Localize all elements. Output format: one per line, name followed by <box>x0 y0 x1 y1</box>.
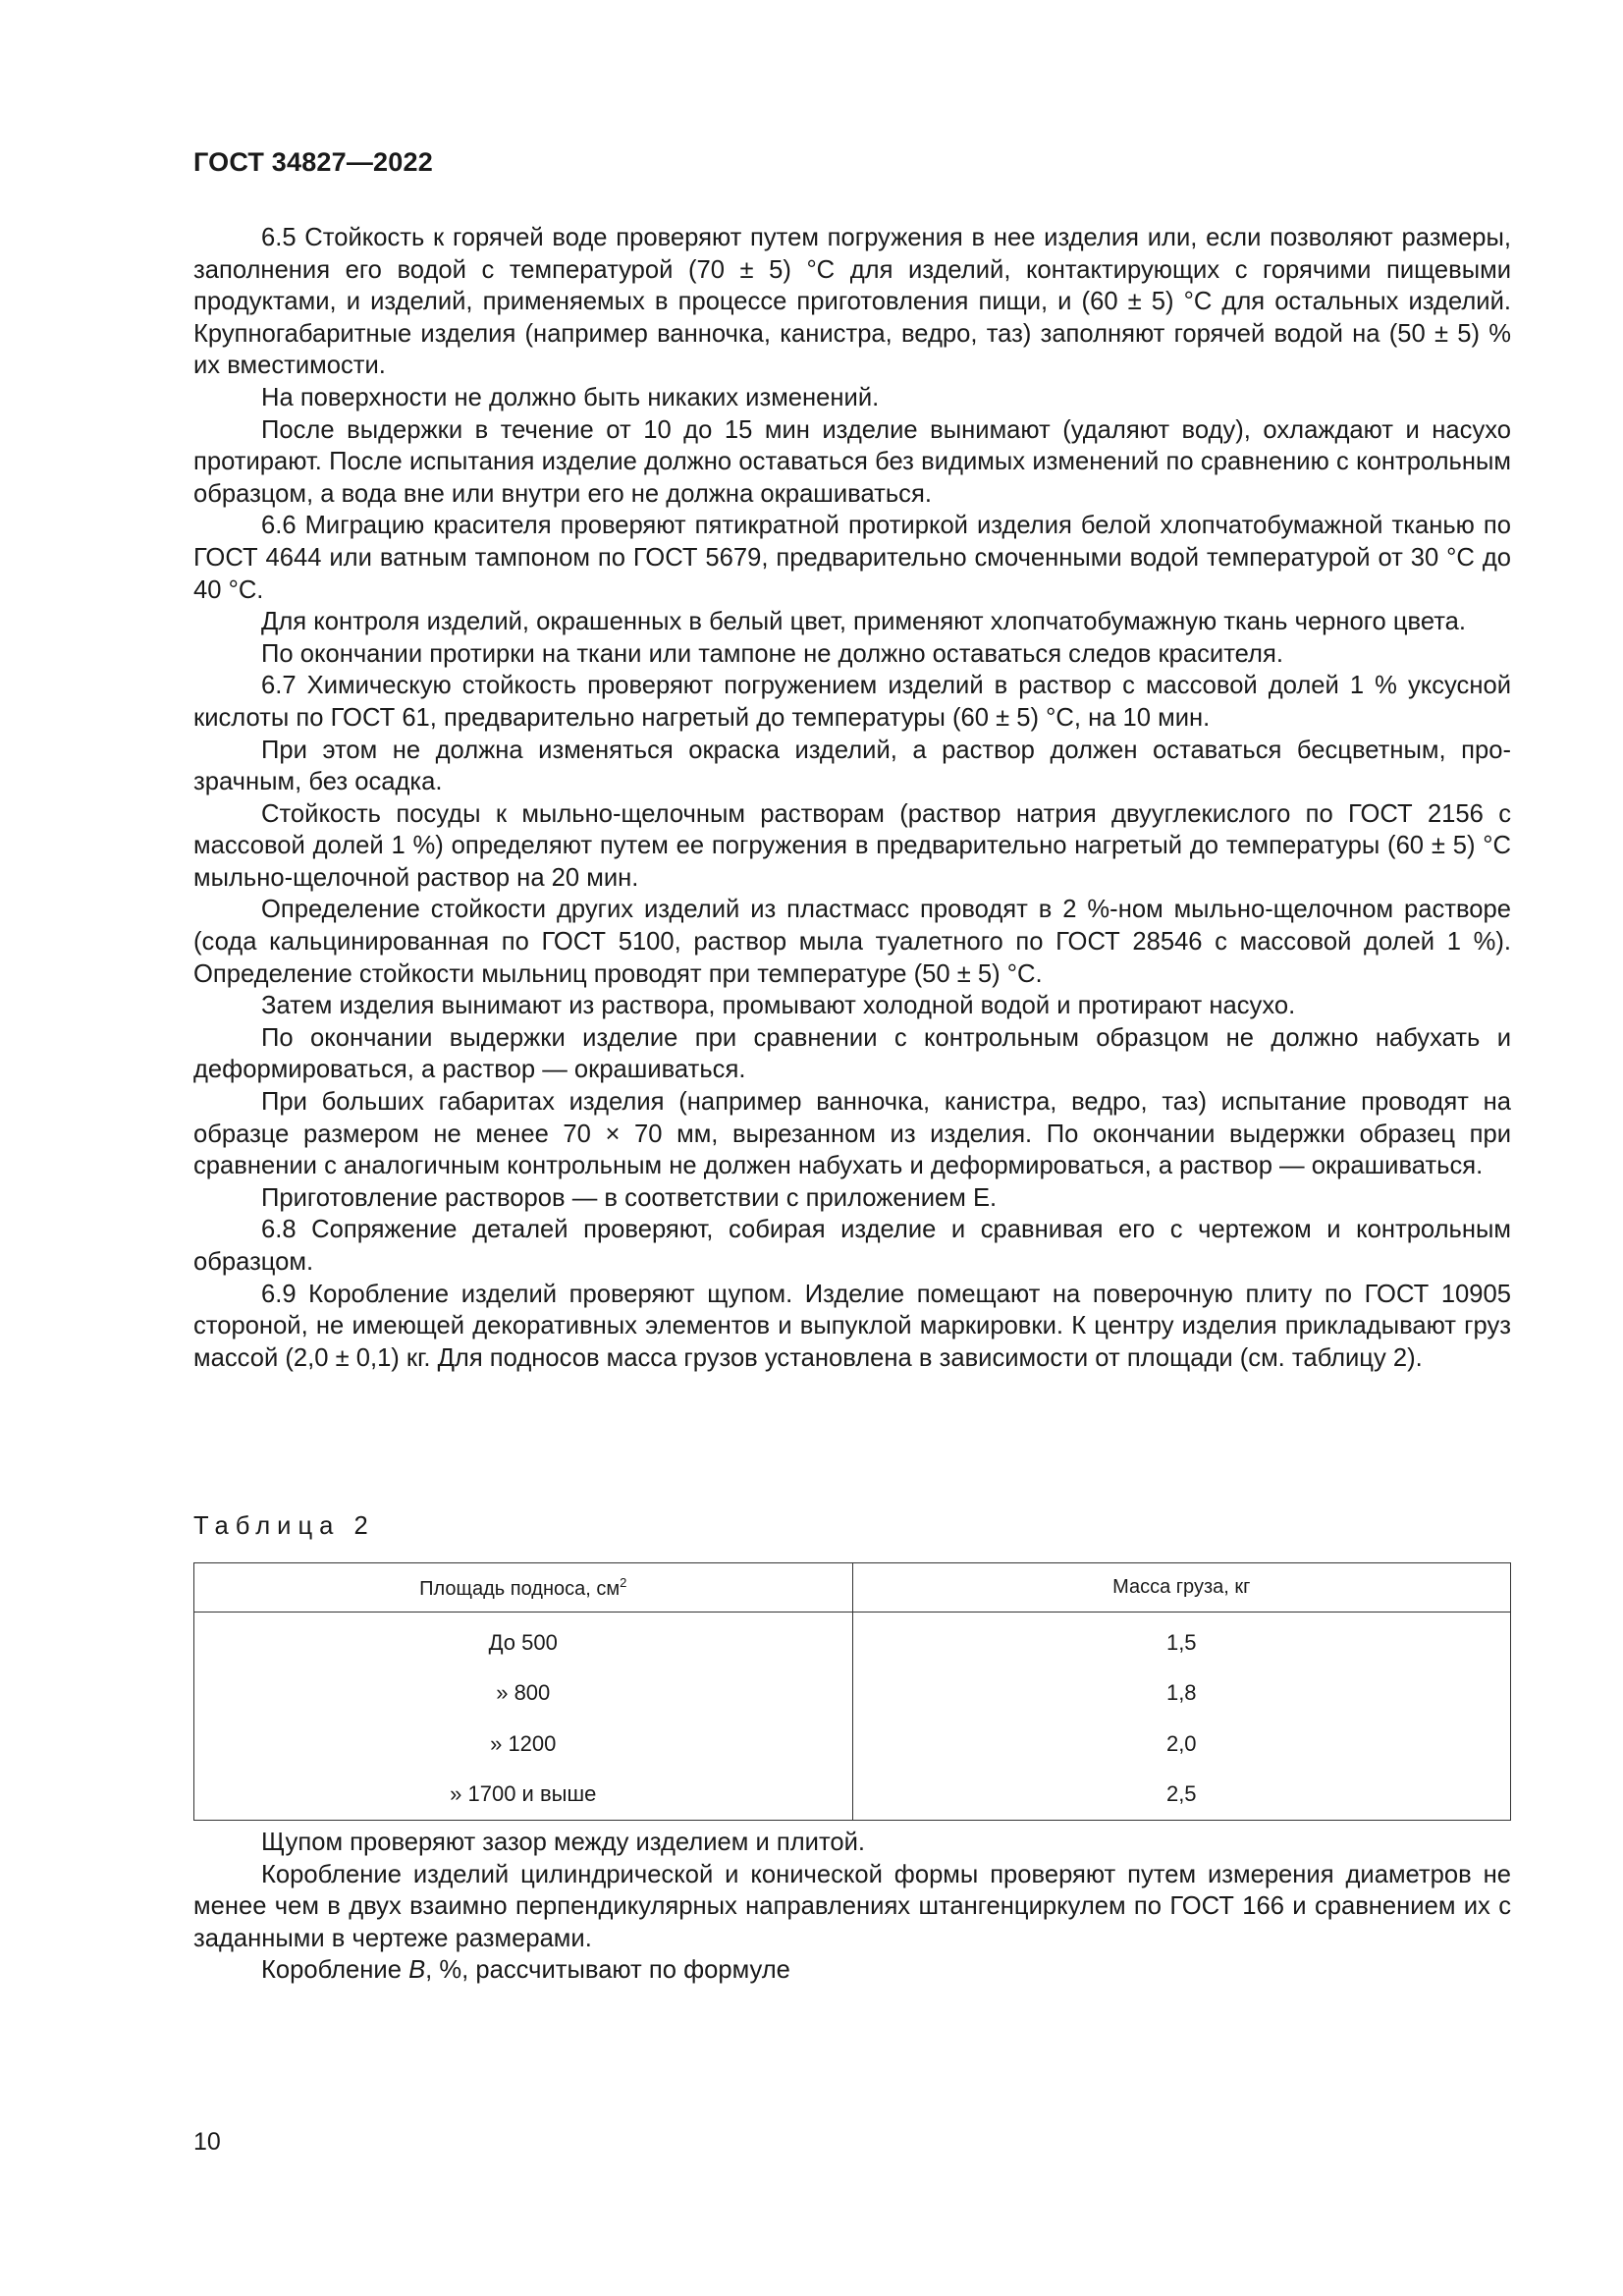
table-caption: Таблица 2 <box>193 1512 375 1540</box>
paragraph: Стойкость посуды к мыльно-щелочным растворам (раствор натрия двууглекислого по ГОСТ 2156 с массовой долей 1 %) определяют путем ее погружения в предварительно нагретый до температуры (60 ± 5) °С мыльно-щелочной раствор на 20 мин. <box>193 799 1511 892</box>
table-header-mass: Масса груза, кг <box>852 1563 1511 1613</box>
paragraph-6-7: 6.7 Химическую стойкость проверяют погружением изделий в раствор с массовой долей 1 % уксусной кислоты по ГОСТ 61, предварительно нагретый до температуры (60 ± 5) °С, на 10 мин. <box>193 672 1511 732</box>
table-cell-area: » 800 <box>194 1668 853 1720</box>
body-text <box>193 222 1511 1374</box>
paragraph: По окончании выдержки изделие при сравнении с контрольным образцом не должно набухать и деформироваться, а раствор — окрашиваться. <box>193 1023 1511 1084</box>
page-number: 10 <box>193 2128 221 2156</box>
formula-variable: В <box>408 1956 426 1985</box>
table-cell-mass: 1,5 <box>852 1613 1511 1668</box>
formula-intro-prefix: Коробление <box>261 1956 409 1985</box>
paragraph: На поверхности не должно быть никаких изменений. <box>261 383 880 411</box>
paragraph: При этом не должна изменяться окраска изделий, а раствор должен оставаться бесцветным, прозрачным, без осадка. <box>193 736 1511 796</box>
table-header-area <box>194 1563 853 1613</box>
paragraph: Для контроля изделий, окрашенных в белый цвет, применяют хлопчатобумажную ткань черного цвета. <box>261 608 1467 636</box>
table-cell-area: » 1200 <box>194 1719 853 1770</box>
tray-load-table <box>193 1562 1511 1821</box>
table-cell-mass: 2,0 <box>852 1719 1511 1770</box>
paragraph: Коробление изделий цилиндрической и конической формы проверяют путем измерения диаметров не менее чем в двух взаимно перпендикулярных направлениях штангенциркулем по ГОСТ 166 и сравнением их с заданными в чертеже размерами. <box>193 1860 1511 1952</box>
formula-intro <box>193 1954 1511 1987</box>
paragraph-6-6: 6.6 Миграцию красителя проверяют пятикратной протиркой изделия белой хлопчатобумажной тканью по ГОСТ 4644 или ватным тампоном по ГОСТ 5679, предварительно смоченными водой температурой от 30 °С до 40 °С. <box>193 512 1511 604</box>
formula-intro-suffix: , %, рассчитывают по формуле <box>425 1956 790 1985</box>
table-cell-area: До 500 <box>194 1613 853 1668</box>
paragraph: Затем изделия вынимают из раствора, промывают холодной водой и протирают насухо. <box>261 992 1296 1020</box>
table-header-row <box>194 1563 1511 1613</box>
header-area-superscript: 2 <box>620 1574 627 1590</box>
table-row <box>194 1719 1511 1770</box>
after-table-text <box>193 1827 1511 1987</box>
paragraph-6-8: 6.8 Сопряжение деталей проверяют, собирая изделие и сравнивая его с чертежом и контрольным образцом. <box>193 1216 1511 1276</box>
table-cell-mass: 2,5 <box>852 1770 1511 1821</box>
paragraph-6-9: 6.9 Коробление изделий проверяют щупом. Изделие помещают на поверочную плиту по ГОСТ 10905 стороной, не имеющей декоративных элементов и выпуклой маркировки. К центру изделия прикладывают груз массой (2,0 ± 0,1) кг. Для подносов масса грузов установлена в зависимости от площади (см. таблицу 2). <box>193 1280 1511 1372</box>
paragraph: При больших габаритах изделия (например ванночка, канистра, ведро, таз) испытание проводят на образце размером не менее 70 × 70 мм, вырезанном из изделия. По окончании выдержки образец при сравнении с аналогичным контрольным не должен набухать и деформироваться, а раствор — окрашиваться. <box>193 1088 1511 1180</box>
table-row <box>194 1613 1511 1668</box>
header-area-label: Площадь подноса, см <box>419 1577 621 1600</box>
paragraph: После выдержки в течение от 10 до 15 мин изделие вынимают (удаляют воду), охлаждают и насухо протирают. После испытания изделие должно оставаться без видимых изменений по сравнению с контрольным образцом, а вода вне или внутри его не должна окрашиваться. <box>193 415 1511 508</box>
table-cell-mass: 1,8 <box>852 1668 1511 1720</box>
paragraph: Щупом проверяют зазор между изделием и плитой. <box>261 1829 866 1856</box>
table-row <box>194 1668 1511 1720</box>
paragraph: По окончании протирки на ткани или тампоне не должно оставаться следов красителя. <box>261 639 1283 668</box>
paragraph: Определение стойкости других изделий из пластмасс проводят в 2 %-ном мыльно-щелочном растворе (сода кальцинированная по ГОСТ 5100, раствор мыла туалетного по ГОСТ 28546 с массовой долей 1 %). Определение стойкости мыльниц проводят при температуре (50 ± 5) °С. <box>193 896 1511 988</box>
table-cell-area: » 1700 и выше <box>194 1770 853 1821</box>
paragraph-6-5: 6.5 Стойкость к горячей воде проверяют путем погружения в нее изделия или, если позволяют размеры, заполнения его водой с температурой (70 ± 5) °С для изделий, контактирующих с горячими пищевыми продуктами, и изделий, применяемых в процессе приготовления пищи, и (60 ± 5) °С для остальных изделий. Крупногабаритные изделия (например ванночка, канистра, ведро, таз) заполняют горячей водой на (50 ± 5) % их вместимости. <box>193 224 1511 380</box>
table-row <box>194 1770 1511 1821</box>
document-header-title: ГОСТ 34827—2022 <box>193 147 433 177</box>
paragraph: Приготовление растворов — в соответствии с приложением Е. <box>261 1183 998 1212</box>
